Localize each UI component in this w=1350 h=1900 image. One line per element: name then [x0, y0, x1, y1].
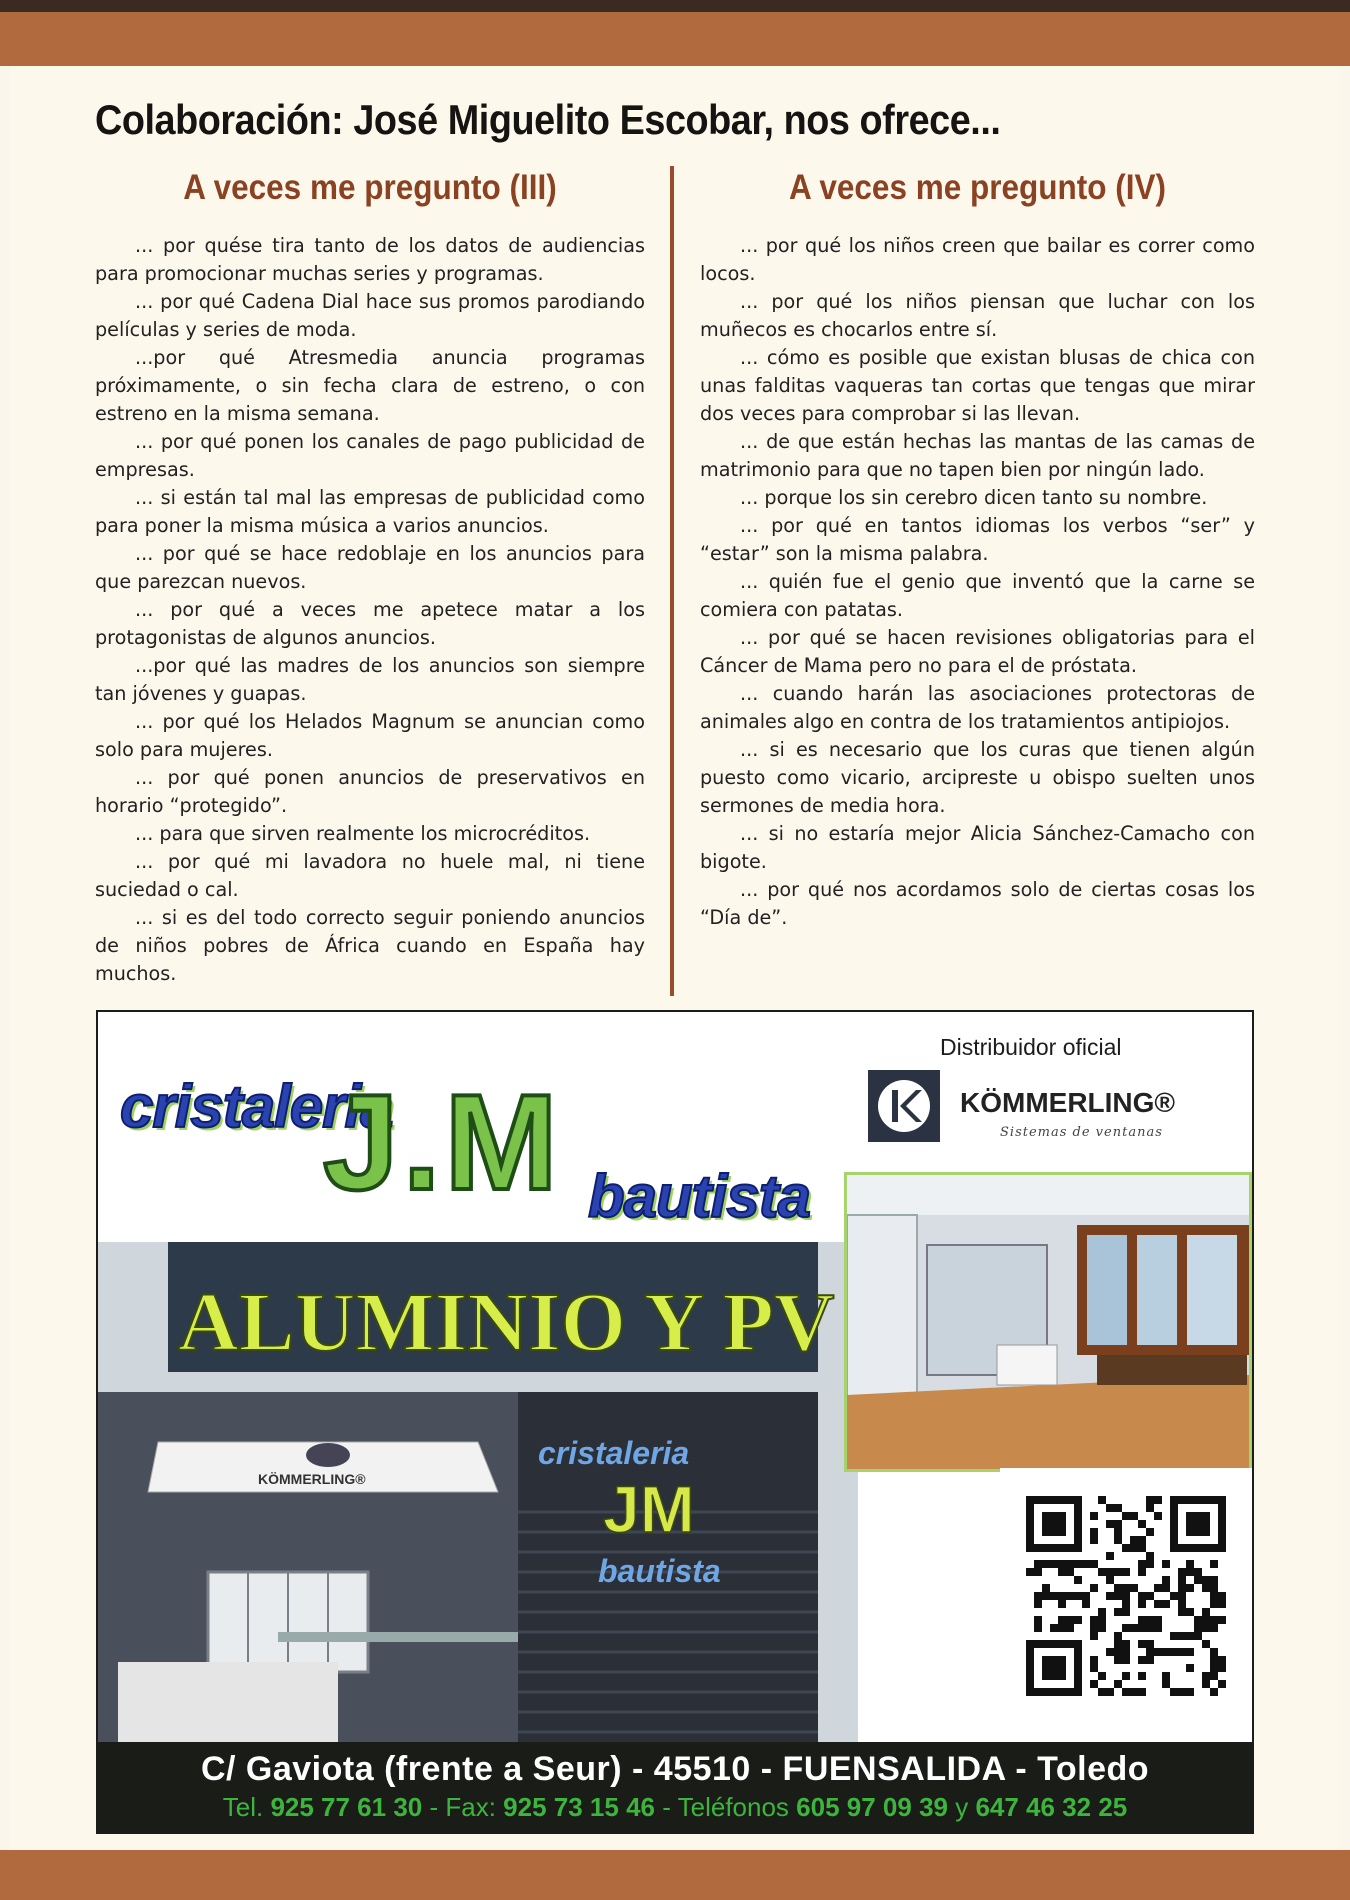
qr-code-icon[interactable] [1026, 1496, 1226, 1696]
paragraph: ... por qué nos acordamos solo de ciertas cosas los “Día de”. [700, 878, 1255, 929]
page-title: Colaboración: José Miguelito Escobar, nos ofrece... [95, 96, 1001, 143]
column-right [700, 168, 1255, 932]
phones-joiner: y [955, 1792, 969, 1822]
paragraph: ... por qué los niños creen que bailar es correr como locos. [700, 234, 1255, 285]
qr-code-panel [1000, 1468, 1252, 1742]
paragraph: ... por qué se hacen revisiones obligatorias para el Cáncer de Mama pero no para el de próstata. [700, 626, 1255, 677]
partner-name: KÖMMERLING® [960, 1087, 1176, 1118]
column-divider [670, 166, 674, 996]
shutter-brand-word1: cristaleria [538, 1435, 690, 1471]
paragraph: ... si es necesario que los curas que tienen algún puesto como vicario, arcipreste u obispo suelten unos sermones de media hora. [700, 738, 1255, 817]
fax-label: - Fax: [429, 1792, 496, 1822]
paragraph: ... si es del todo correcto seguir poniendo anuncios de niños pobres de África cuando en España hay muchos. [95, 906, 645, 985]
paragraph: ... de que están hechas las mantas de las camas de matrimonio para que no tapen bien por ningún lado. [700, 430, 1255, 481]
column-left-heading: A veces me pregunto (III) [183, 168, 557, 207]
brand-initials: J.M [323, 1066, 562, 1218]
paragraph: ... si están tal mal las empresas de publicidad como para poner la misma música a varios anuncios. [95, 486, 645, 537]
phone-numbers [98, 1792, 1252, 1823]
advertisement [96, 1010, 1254, 1834]
brand-word-cristaleria: cristaleria [120, 1073, 393, 1140]
column-left [95, 168, 645, 988]
tel-label: Tel. [222, 1792, 264, 1822]
distributor-label: Distribuidor oficial [940, 1034, 1122, 1060]
paragraph: ... por qué se hace redoblaje en los anuncios para que parezcan nuevos. [95, 542, 645, 593]
paragraph: ... por qué mi lavadora no huele mal, ni tiene suciedad o cal. [95, 850, 645, 901]
bottom-border-band [0, 1850, 1350, 1900]
storefront-photo [98, 1242, 858, 1742]
paragraph: ...por qué las madres de los anuncios son siempre tan jóvenes y guapas. [95, 654, 645, 705]
paragraph: ... por qué los Helados Magnum se anuncian como solo para mujeres. [95, 710, 645, 761]
paragraph: ... cómo es posible que existan blusas de chica con unas falditas vaqueras tan cortas que tengas que mirar dos veces para comprobar si las llevan. [700, 346, 1255, 425]
telefonos-label: - Teléfonos [662, 1792, 789, 1822]
showroom-photo [844, 1172, 1252, 1472]
top-border-band [0, 0, 1350, 66]
awning-text: KÖMMERLING® [258, 1471, 366, 1487]
partner-tagline: Sistemas de ventanas [1000, 1125, 1163, 1140]
paragraph: ... para que sirven realmente los microcréditos. [135, 822, 591, 845]
shutter-brand-initials: JM [603, 1472, 695, 1546]
mobile-number-1[interactable]: 605 97 09 39 [796, 1792, 948, 1822]
paragraph: ... quién fue el genio que inventó que la carne se comiera con patatas. [700, 570, 1255, 621]
column-left-text [95, 232, 645, 988]
paragraph: ... cuando harán las asociaciones protectoras de animales algo en contra de los tratamientos antipiojos. [700, 682, 1255, 733]
mobile-number-2[interactable]: 647 46 32 25 [975, 1792, 1128, 1822]
ad-contact-footer [98, 1742, 1252, 1832]
paragraph: ... por qué ponen los canales de pago publicidad de empresas. [95, 430, 645, 481]
paragraph: ... por qué los niños piensan que luchar con los muñecos es chocarlos entre sí. [700, 290, 1255, 341]
paragraph: ... si no estaría mejor Alicia Sánchez-Camacho con bigote. [700, 822, 1255, 873]
tel-number[interactable]: 925 77 61 30 [270, 1792, 423, 1822]
kommerling-logo-icon [868, 1070, 940, 1142]
column-right-text [700, 232, 1255, 932]
storefront-sign-text: ALUMINIO Y PV [178, 1276, 835, 1369]
paragraph: ...por qué Atresmedia anuncia programas próximamente, o sin fecha clara de estreno, o con estreno en la misma semana. [95, 346, 645, 425]
brand-word-bautista: bautista [588, 1163, 811, 1230]
paragraph: ... por qué en tantos idiomas los verbos “ser” y “estar” son la misma palabra. [700, 514, 1255, 565]
fax-number: 925 73 15 46 [503, 1792, 655, 1822]
paragraph: ... por qué ponen anuncios de preservativos en horario “protegido”. [95, 766, 645, 817]
paragraph: ... por qué Cadena Dial hace sus promos parodiando películas y series de moda. [95, 290, 645, 341]
business-address: C/ Gaviota (frente a Seur) - 45510 - FUENSALIDA - Toledo [200, 1750, 1150, 1788]
shutter-brand-word2: bautista [598, 1553, 721, 1589]
paragraph: ... por quése tira tanto de los datos de audiencias para promocionar muchas series y programas. [95, 234, 645, 285]
column-right-heading: A veces me pregunto (IV) [789, 168, 1166, 207]
paragraph: ... porque los sin cerebro dicen tanto su nombre. [740, 486, 1208, 509]
paragraph: ... por qué a veces me apetece matar a los protagonistas de algunos anuncios. [95, 598, 645, 649]
